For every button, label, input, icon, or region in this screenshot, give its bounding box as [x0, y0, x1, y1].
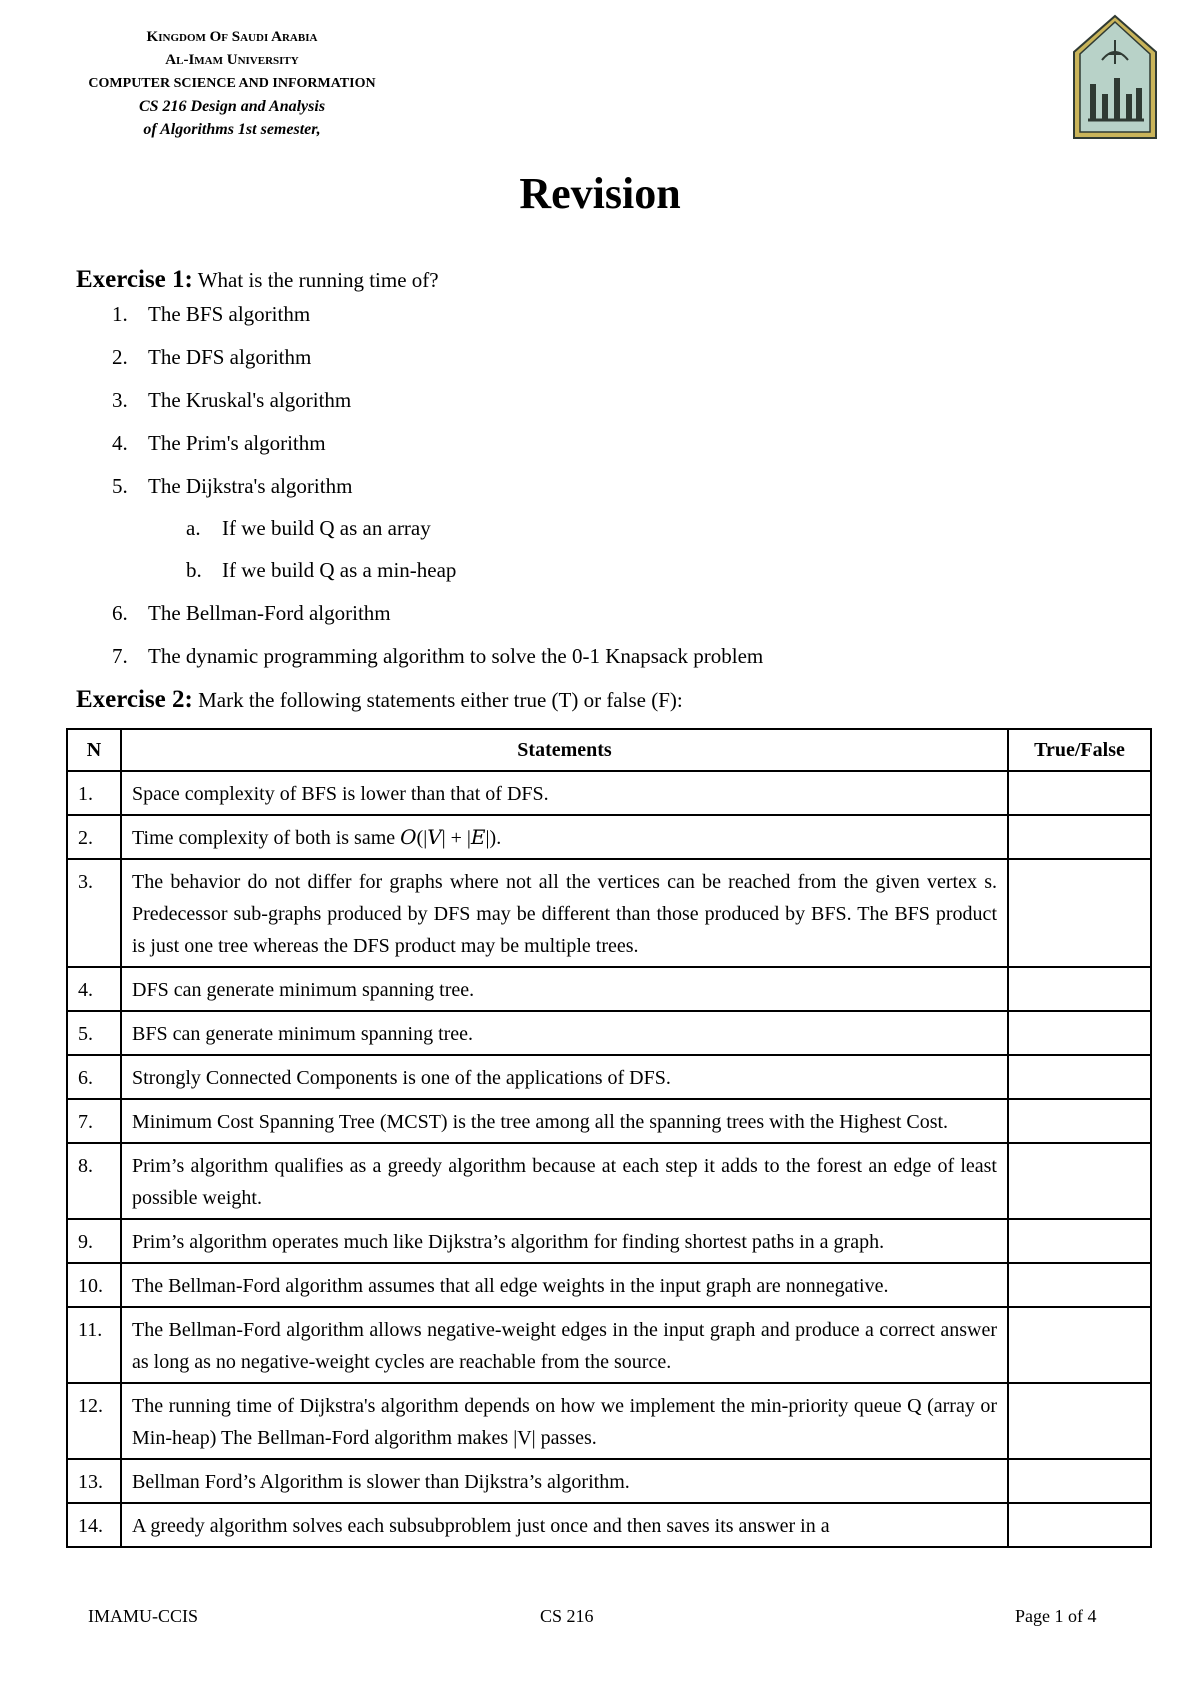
header-college: COMPUTER SCIENCE AND INFORMATION — [88, 76, 376, 91]
exercise1-label: Exercise 1: — [76, 266, 193, 293]
list-item: 4. The Prim's algorithm — [112, 431, 326, 455]
answer-cell[interactable] — [1008, 1503, 1151, 1547]
answer-cell[interactable] — [1008, 771, 1151, 815]
table-row: 4. DFS can generate minimum spanning tree. — [67, 967, 1151, 1011]
table-row: 12. The running time of Dijkstra's algorithm depends on how we implement the min-priority queue Q (array or Min-heap) The Bellman-Ford algorithm makes |V| passes. — [67, 1383, 1151, 1459]
table-row: 14. A greedy algorithm solves each subsubproblem just once and then saves its answer in a — [67, 1503, 1151, 1547]
exercise2-label: Exercise 2: — [76, 686, 193, 713]
table-header-row — [67, 729, 1151, 771]
list-item: 6. The Bellman-Ford algorithm — [112, 601, 391, 625]
list-item: a. If we build Q as an array — [186, 516, 431, 540]
table-row: 9. Prim’s algorithm operates much like Dijkstra’s algorithm for finding shortest paths in a graph. — [67, 1219, 1151, 1263]
list-item: 3. The Kruskal's algorithm — [112, 388, 352, 412]
answer-cell[interactable] — [1008, 859, 1151, 967]
answer-cell[interactable] — [1008, 967, 1151, 1011]
answer-cell[interactable] — [1008, 1011, 1151, 1055]
table-row: 1. Space complexity of BFS is lower than that of DFS. — [67, 771, 1151, 815]
table-row: 13. Bellman Ford’s Algorithm is slower than Dijkstra’s algorithm. — [67, 1459, 1151, 1503]
institution-header — [62, 26, 402, 141]
header-true-false: True/False — [1008, 729, 1151, 771]
exercise1-heading — [76, 266, 439, 294]
header-university: Al-Imam University — [165, 52, 299, 68]
header-course: CS 216 Design and Analysis — [138, 98, 326, 115]
answer-cell[interactable] — [1008, 1099, 1151, 1143]
answer-cell[interactable] — [1008, 1055, 1151, 1099]
exercise1-question: What is the running time of? — [197, 268, 439, 292]
table-row: 7. Minimum Cost Spanning Tree (MCST) is the tree among all the spanning trees with the Highest Cost. — [67, 1099, 1151, 1143]
exercise2-heading — [76, 686, 683, 714]
answer-cell[interactable] — [1008, 1459, 1151, 1503]
answer-cell[interactable] — [1008, 1383, 1151, 1459]
answer-cell[interactable] — [1008, 1143, 1151, 1219]
exercise2-question: Mark the following statements either true (T) or false (F): — [198, 688, 683, 712]
list-item: 1. The BFS algorithm — [112, 302, 311, 326]
footer-page-number: Page 1 of 4 — [1015, 1606, 1097, 1626]
table-row: 5. BFS can generate minimum spanning tree. — [67, 1011, 1151, 1055]
university-emblem-icon — [1072, 14, 1158, 140]
table-row: 8. Prim’s algorithm qualifies as a greedy algorithm because at each step it adds to the forest an edge of least possible weight. — [67, 1143, 1151, 1219]
answer-cell[interactable] — [1008, 1263, 1151, 1307]
answer-cell[interactable] — [1008, 1307, 1151, 1383]
header-n: N — [67, 729, 121, 771]
list-item: 7. The dynamic programming algorithm to solve the 0-1 Knapsack problem — [112, 644, 764, 668]
table-row: 3. The behavior do not differ for graphs where not all the vertices can be reached from the given vertex s. Predecessor sub-graphs produced by DFS may be different than those produced by BFS. The BFS product is just one tree whereas the DFS product may be multiple trees. — [67, 859, 1151, 967]
header-statements: Statements — [121, 729, 1008, 771]
table-row: 11. The Bellman-Ford algorithm allows negative-weight edges in the input graph and produce a correct answer as long as no negative-weight cycles are reachable from the source. — [67, 1307, 1151, 1383]
footer-center: CS 216 — [540, 1606, 594, 1626]
list-item: 2. The DFS algorithm — [112, 345, 312, 369]
table-row: 2. Time complexity of both is same 𝑂(|𝑉| + |𝐸|). — [67, 815, 1151, 859]
list-item: b. If we build Q as a min-heap — [186, 558, 457, 582]
header-semester: of Algorithms 1st semester, — [143, 121, 321, 138]
page-title: Revision — [519, 169, 681, 218]
table-row: 10. The Bellman-Ford algorithm assumes that all edge weights in the input graph are nonnegative. — [67, 1263, 1151, 1307]
answer-cell[interactable] — [1008, 815, 1151, 859]
answer-cell[interactable] — [1008, 1219, 1151, 1263]
statements-table — [66, 728, 1152, 1548]
list-item: 5. The Dijkstra's algorithm — [112, 474, 353, 498]
header-kingdom: Kingdom Of Saudi Arabia — [146, 29, 318, 45]
table-row: 6. Strongly Connected Components is one of the applications of DFS. — [67, 1055, 1151, 1099]
footer-left: IMAMU-CCIS — [88, 1606, 199, 1626]
